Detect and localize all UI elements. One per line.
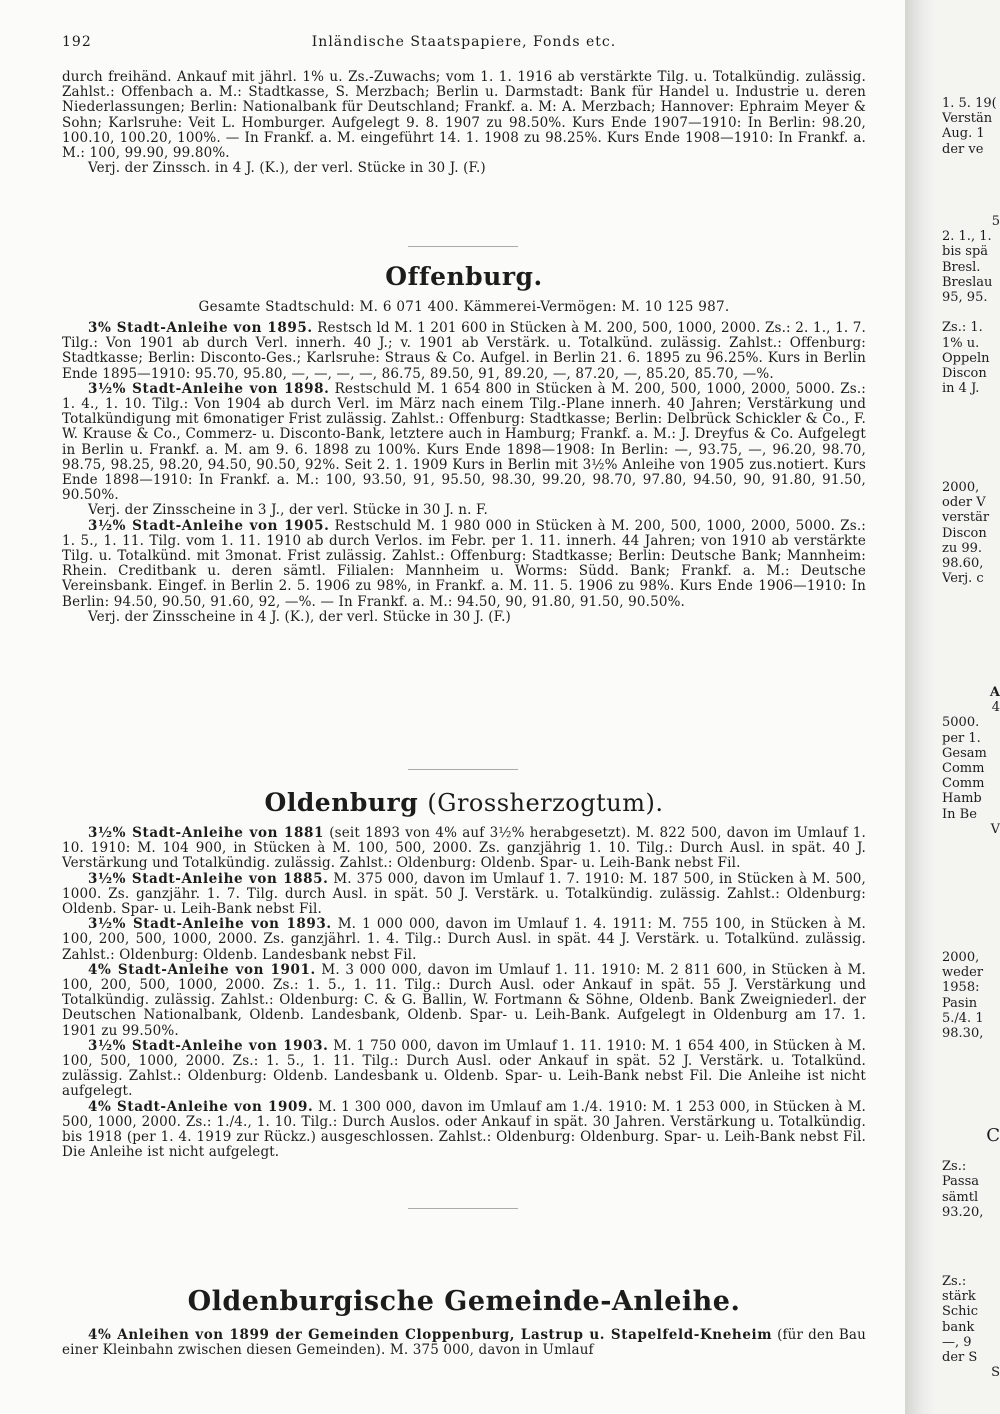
loan-text: Restsch ld M. 1 201 600 in Stücken à M. 200, 500, 1000, 2000. Zs.: 2. 1., 1. 7. Tilg.: Von 1901 ab durch Verl. innerh. 40 J.; v. 1901 ab Verstärk. u. Totalkünd. zulässig. Zahlst.: Offenburg: Stadtkasse; Berlin: Disconto-Ges.; Karlsruhe: Straus & Co. Aufgel. in Berlin 21. 6. 1895 zu 96.25%. Kurs in Berlin Ende 1895—1910: 95.70, 95.80, —, —, —, —, 86.75, 89.50, 91, 89.20, —, 87.20, —, 85.20, 85.70, —%. — [62, 320, 866, 382]
loan-entry — [62, 1328, 866, 1358]
loan-heading: 4% Anleihen von 1899 der Gemeinden Cloppenburg, Lastrup u. Stapelfeld-Kneheim — [88, 1327, 773, 1343]
facing-page-fragment: 1. 5. 19( Verstän Aug. 1 der ve — [942, 96, 997, 157]
intro-section — [62, 70, 866, 176]
loan-heading: 3% Stadt-Anleihe von 1895. — [88, 320, 313, 336]
loan-verjaehrung: Verj. der Zinsscheine in 4 J. (K.), der verl. Stücke in 30 J. (F.) — [88, 608, 511, 625]
loan-text: M. 375 000, davon im Umlauf 1. 7. 1910: M. 187 500, in Stücken à M. 500, 1000. Zs. ganzjähr. 1. 7. Tilg. durch Ausl. in spät. 50 J. Verstärk. u. Totalkündig. zulässig. Zahlst.: Oldenburg: Oldenb. Spar- u. Leih-Bank nebst Fil. — [62, 870, 866, 918]
intro-verjaehrung: Verj. der Zinssch. in 4 J. (K.), der verl. Stücke in 30 J. (F.) — [88, 160, 486, 177]
running-title: Inländische Staatspapiere, Fonds etc. — [311, 34, 617, 50]
loan-text: (für den Bau einer Kleinbahn zwischen diesen Gemeinden). M. 375 000, davon in Umlauf — [62, 1327, 866, 1359]
intro-text: durch freihänd. Ankauf mit jährl. 1% u. Zs.-Zuwachs; vom 1. 1. 1916 ab verstärkte Tilg. u. Totalkündig. zulässig. Zahlst.: Offenbach a. M.: Stadtkasse, S. Merzbach; Berlin u. Darmstadt: Bank für Handel u. Industrie u. deren Niederlassungen; Berlin: Nationalbank für Deutschland; Frankf. a. M: A. Merzbach; Hannover: Ephraim Meyer & Sohn; Karlsruhe: Veit L. Homburger. Aufgelegt 9. 8. 1907 zu 98.50%. Kurs Ende 1907—1910: In Berlin: 98.20, 100.10, 100.20, 100%. — In Frankf. a. M. eingeführt 14. 1. 1908 zu 98.25%. Kurs Ende 1908—1910: In Frankf. a. M.: 100, 99.90, 99.80%. — [62, 69, 866, 162]
loan-heading: 3½% Stadt-Anleihe von 1885. — [88, 870, 329, 887]
loan-heading: 3½% Stadt-Anleihe von 1903. — [88, 1037, 329, 1054]
facing-page-fragment: Zs.: stärk Schic bank —, 9 der S S — [942, 1274, 1000, 1381]
loan-text: Restschuld M. 1 654 800 in Stücken à M. 200, 500, 1000, 2000, 5000. Zs.: 1. 4., 1. 10. Tilg.: Von 1904 ab durch Verl. im März nach einem Tilg.-Plane innerh. 40 Jahren; Verstärkung und Totalkündigung mit 6monatiger Frist zulässig. Zahlst.: Offenburg: Stadtkasse; Berlin: Delbrück Schickler & Co., F. W. Krause & Co., Commerz- u. Disconto-Bank, letztere auch in Hamburg; Frankf. a. M.: J. Dreyfus & Co. Aufgelegt in Berlin u. Frankf. a. M. am 9. 6. 1898 zu 100%. Kurs Ende 1898—1908: In Berlin: —, 93.75, —, 96.20, 98.70, 98.75, 98.25, 98.20, 94.50, 90.50, 92%. Seit 2. 1. 1909 Kurs in Berlin mit 3½% Anleihe von 1905 zus.notiert. Kurs Ende 1898—1910: In Frankf. a. M.: 100, 93.50, 91, 95.50, 98.30, 99.20, 98.70, 97.80, 94.50, 90, 91.80, 91.50, 90.50%. — [62, 380, 866, 504]
loan-text: M. 3 000 000, davon im Umlauf 1. 11. 1910: M. 2 811 600, in Stücken à M. 100, 200, 500, 1000, 2000. Zs.: 1. 5., 1. 11. Tilg.: Durch Ausl. oder Ankauf in spät. 55 J. Verstärkung und Totalkündig. zulässig. Zahlst.: Oldenburg: C. & G. Ballin, W. Fortmann & Söhne, Oldenb. Bank Zweigniederl. der Deutschen Nationalbank, Oldenb. Landesbank, Oldenb. Spar- u. Leih-Bank. Aufgelegt in Oldenburg am 17. 1. 1901 zu 99.50%. — [62, 961, 866, 1039]
facing-page-fragment: 2000, weder 1958: Pasin 5./4. 1 98.30, — [942, 950, 984, 1041]
heading-gemeinde-anleihe: Oldenburgische Gemeinde-Anleihe. — [187, 1286, 741, 1317]
offenburg-loans — [62, 321, 866, 625]
loan-entry — [62, 963, 866, 1039]
section-divider — [408, 246, 518, 247]
loan-entry — [62, 917, 866, 963]
page-gutter — [905, 0, 935, 1414]
loan-verjaehrung: Verj. der Zinsscheine in 3 J., der verl. Stücke in 30 J. n. F. — [88, 502, 488, 519]
loan-text: (seit 1893 von 4% auf 3½% herabgesetzt). M. 822 500, davon im Umlauf 1. 10. 1910: M. 104 900, in Stücken à M. 100, 500, 2000. Zs. ganzjährig 1. 10. Tilg.: Durch Ausl. in spät. 40 J. Verstärkung und Totalkündig. zulässig. Zahlst.: Oldenburg: Oldenb. Spar- u. Leih-Bank nebst Fil. — [62, 825, 866, 872]
loan-heading: 3½% Stadt-Anleihe von 1893. — [88, 916, 332, 933]
loan-text: M. 1 300 000, davon im Umlauf am 1./4. 1910: M. 1 253 000, in Stücken à M. 500, 1000, 2000. Zs.: 1./4., 1. 10. Tilg.: Durch Auslos. oder Ankauf in spät. 30 Jahren. Verstärkung u. Totalkündig. bis 1918 (per 1. 4. 1919 zur Rückz.) ausgeschlossen. Zahlst.: Oldenburg: Oldenburg. Spar- u. Leih-Bank nebst Fil. Die Anleihe ist nicht aufgelegt. — [62, 1098, 866, 1161]
loan-entry — [62, 1039, 866, 1100]
loan-entry — [62, 826, 866, 872]
facing-page-fragment: C Zs.: Passa sämtl 93.20, — [942, 1128, 1000, 1220]
city-heading-oldenburg: Oldenburg (Grossherzogtum). — [264, 788, 664, 817]
loan-entry — [62, 1100, 866, 1161]
loan-entry — [62, 872, 866, 918]
facing-page-fragment: 2000, oder V verstär Discon zu 99. 98.60, Verj. c — [942, 480, 990, 587]
section-divider — [408, 769, 518, 770]
gemeinde-section — [62, 1328, 866, 1358]
offenburg-debt-line: Gesamte Stadtschuld: M. 6 071 400. Kämmerei-Vermögen: M. 10 125 987. — [198, 299, 730, 315]
section-divider — [408, 1208, 518, 1209]
loan-entry — [62, 382, 866, 504]
page-number: 192 — [62, 34, 92, 50]
loan-heading: 3½% Stadt-Anleihe von 1898. — [88, 380, 330, 397]
loan-heading: 3½% Stadt-Anleihe von 1881 — [88, 825, 325, 841]
loan-heading: 3½% Stadt-Anleihe von 1905. — [88, 517, 330, 534]
loan-entry — [62, 321, 866, 382]
facing-page-fragment: 5 2. 1., 1. bis spä Bresl. Breslau 95, 95. Zs.: 1. 1% u. Oppeln Discon in 4 J. — [942, 214, 1000, 397]
loan-heading: 4% Stadt-Anleihe von 1901. — [88, 961, 316, 978]
facing-page-fragment: A 4 5000. per 1. Gesam Comm Comm Hamb In Be V — [942, 685, 1000, 837]
loan-heading: 4% Stadt-Anleihe von 1909. — [88, 1098, 314, 1115]
city-heading-offenburg: Offenburg. — [385, 262, 543, 291]
loan-entry — [62, 519, 866, 610]
loan-text: Restschuld M. 1 980 000 in Stücken à M. 200, 500, 1000, 2000, 5000. Zs.: 1. 5., 1. 11. Tilg. vom 1. 11. 1910 ab durch Verlos. im Febr. per 1. 11. innerh. 44 Jahren; von 1910 ab verstärkte Tilg. u. Totalkünd. mit 3monat. Frist zulässig. Zahlst.: Offenburg: Stadtkasse; Berlin: Deutsche Bank; Mannheim: Rhein. Creditbank u. deren sämtl. Filialen: Mannheim u. Worms: Südd. Bank; Frankf. a. M.: Deutsche Vereinsbank. Eingef. in Berlin 2. 5. 1906 zu 98%, in Frankf. a. M. 11. 5. 1906 zu 98%. Kurs Ende 1906—1910: In Berlin: 94.50, 90.50, 91.60, 92, —%. — In Frankf. a. M.: 94.50, 90, 91.80, 91.50, 90.50%. — [62, 517, 866, 610]
loan-text: M. 1 000 000, davon im Umlauf 1. 4. 1911: M. 755 100, in Stücken à M. 100, 200, 500, 1000, 2000. Zs. ganzjährl. 1. 4. Tilg.: Durch Ausl. in spät. 44 J. Verstärk. u. Totalkünd. zulässig. Zahlst.: Oldenburg: Oldenb. Landesbank nebst Fil. — [62, 916, 866, 963]
running-header — [62, 34, 866, 58]
oldenburg-loans — [62, 826, 866, 1160]
loan-text: M. 1 750 000, davon im Umlauf 1. 11. 1910: M. 1 654 400, in Stücken à M. 100, 500, 1000, 2000. Zs.: 1. 5., 1. 11. Tilg.: Durch Ausl. oder Ankauf in spät. 52 J. Verstärk. u. Totalkünd. zulässig. Zahlst.: Oldenburg: Oldenb. Landesbank u. Oldenb. Spar- u. Leih-Bank nebst Fil. Die Anleihe ist nicht aufgelegt. — [62, 1037, 866, 1100]
